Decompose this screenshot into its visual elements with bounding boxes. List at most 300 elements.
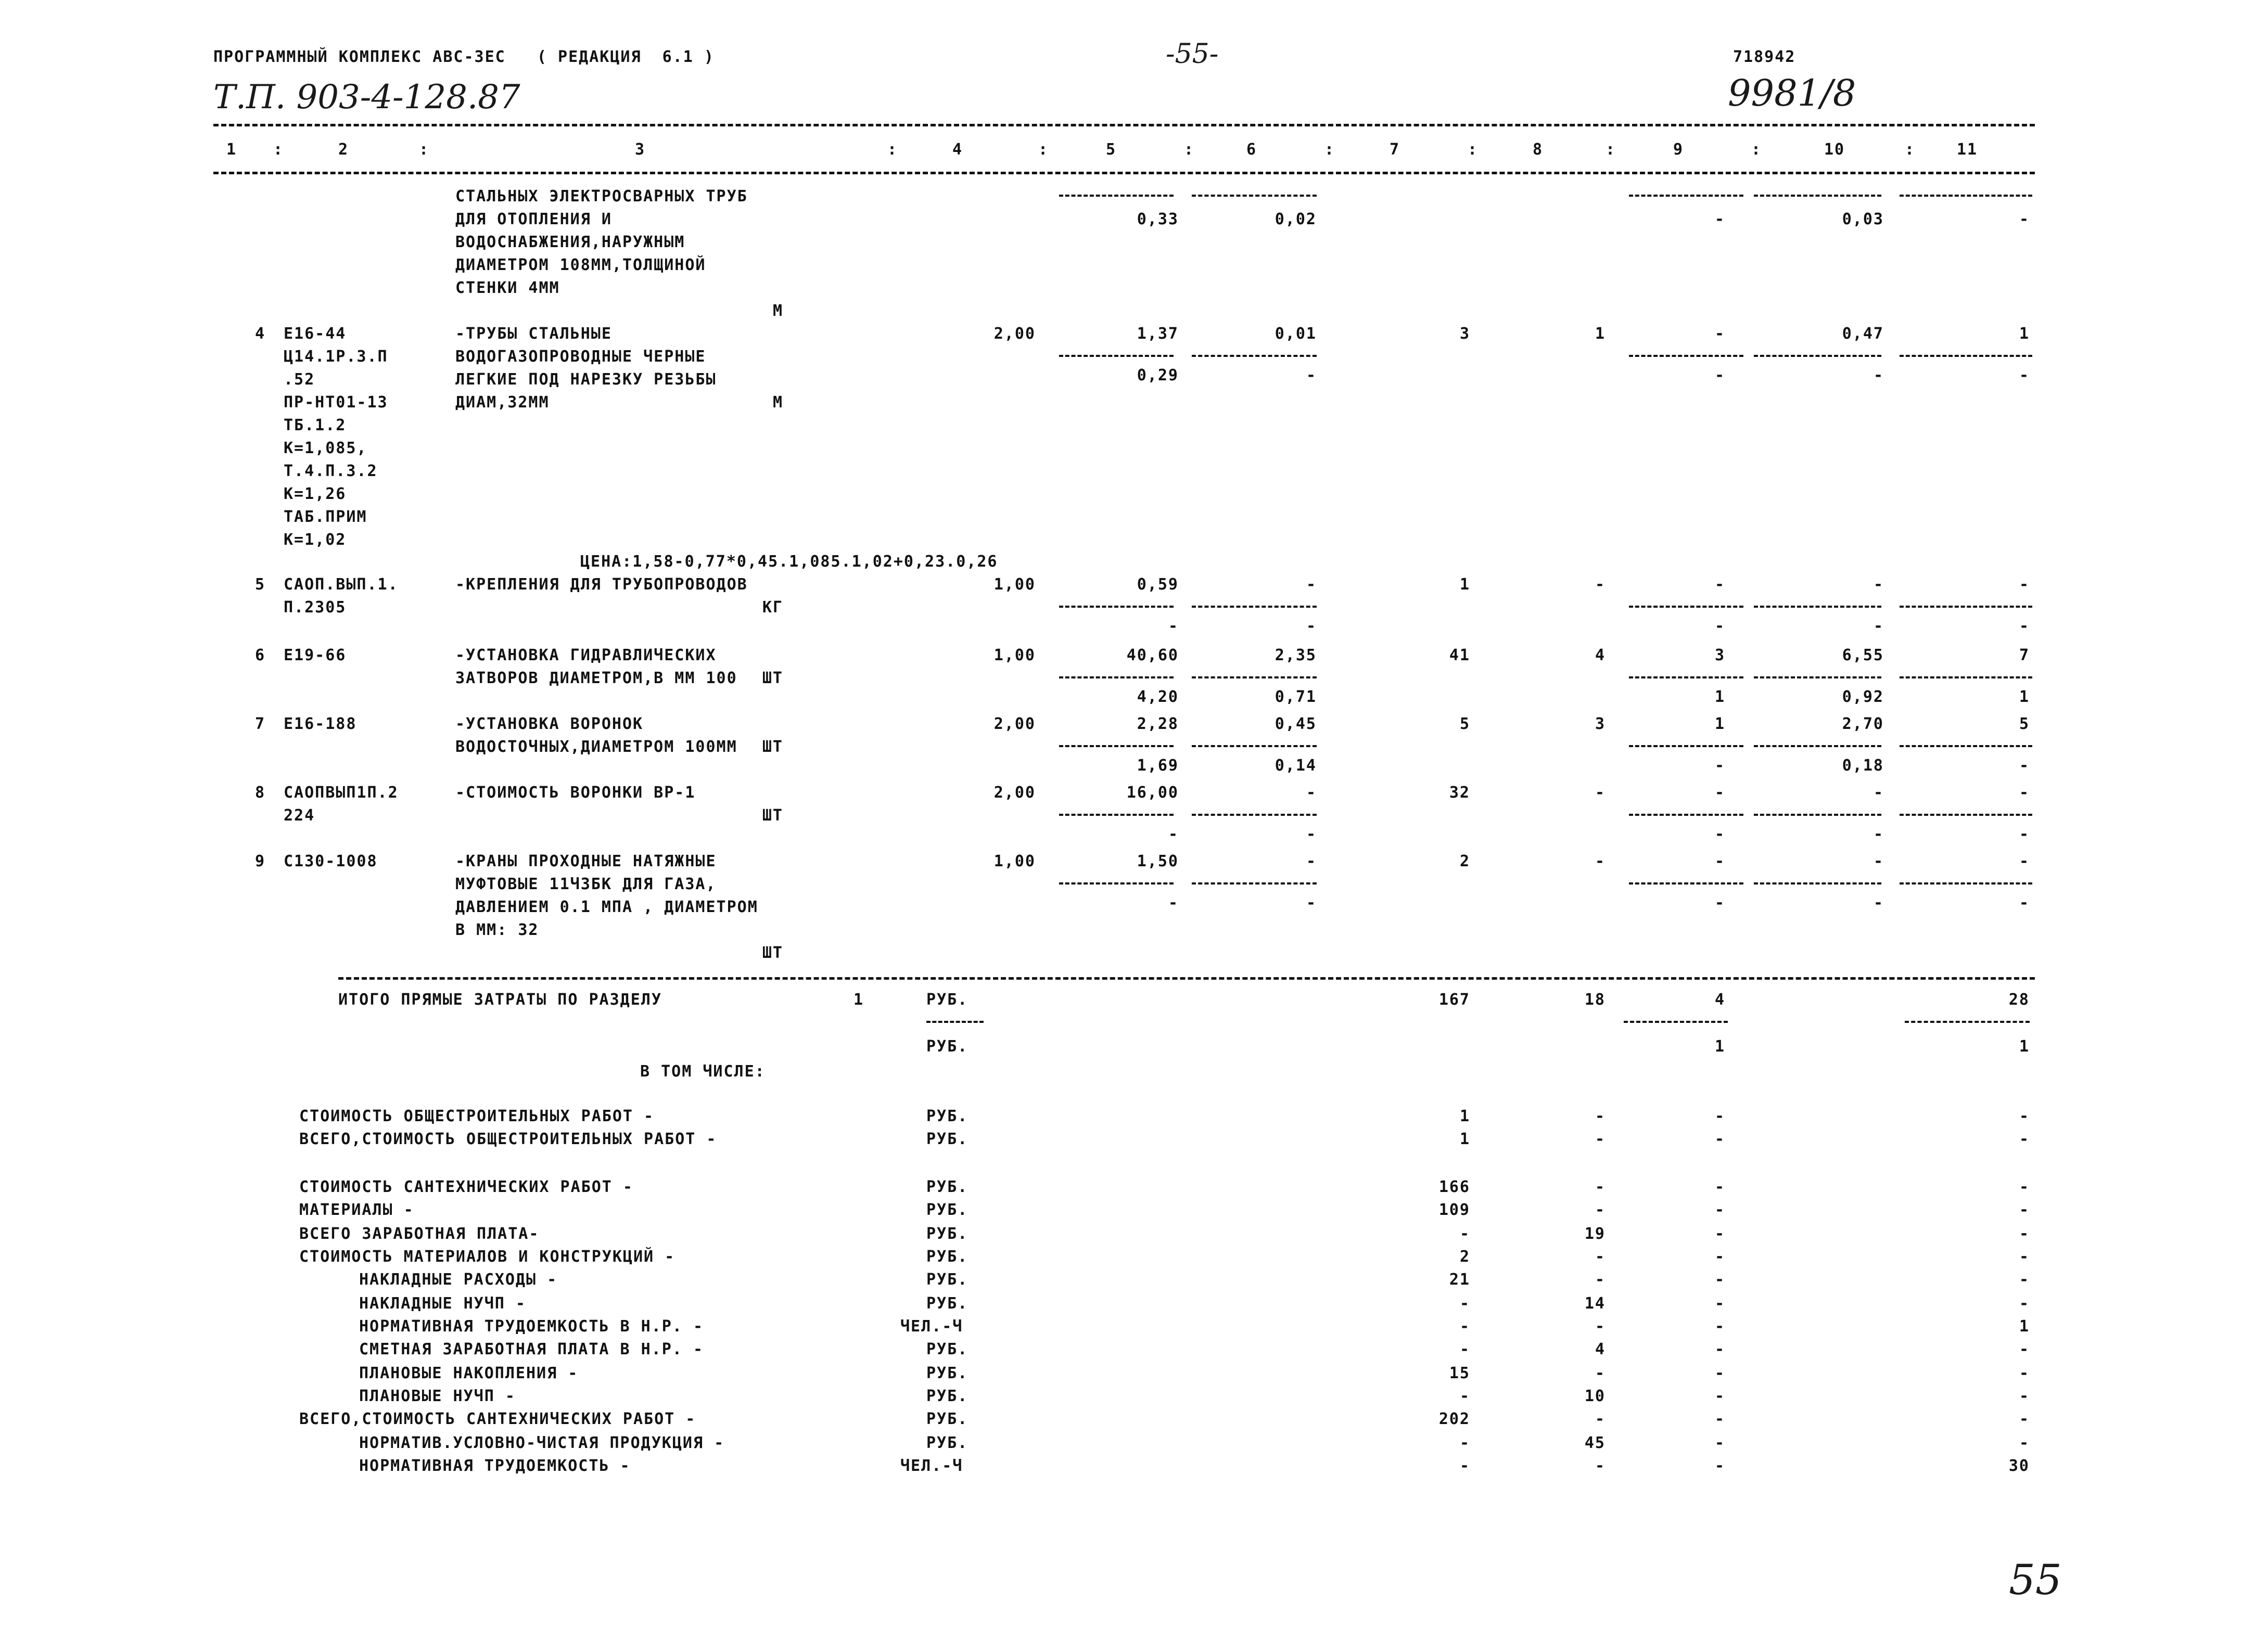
- summary-cell: -: [1714, 1178, 1725, 1196]
- subtotal-dash: [1059, 814, 1174, 816]
- summary-cell: -: [1714, 1225, 1725, 1243]
- quantity: 2,00: [993, 325, 1036, 343]
- value-cell: 0,18: [1842, 757, 1884, 775]
- column-number: 11: [1956, 140, 1978, 159]
- value-cell: -: [1714, 210, 1725, 228]
- total-cell: 28: [2008, 991, 2030, 1009]
- unit: ЧЕЛ.-Ч: [900, 1317, 963, 1336]
- value-cell: 0,02: [1275, 210, 1317, 228]
- subtotal-dash: [1900, 882, 2032, 884]
- value-cell: 1: [1459, 575, 1470, 594]
- norm-code: ПР-НТ01-13: [284, 393, 388, 412]
- summary-cell: -: [1595, 1317, 1606, 1336]
- value-cell: -: [1306, 784, 1317, 802]
- summary-label: ВСЕГО ЗАРАБОТНАЯ ПЛАТА-: [299, 1225, 540, 1243]
- summary-cell: -: [1714, 1387, 1725, 1405]
- work-description: -УСТАНОВКА ГИДРАВЛИЧЕСКИХ: [455, 646, 717, 664]
- norm-code: .52: [284, 370, 315, 389]
- value-cell: 2,28: [1137, 715, 1179, 733]
- summary-cell: -: [2019, 1201, 2030, 1219]
- value-cell: 1: [1595, 325, 1606, 343]
- summary-cell: -: [1595, 1457, 1606, 1475]
- summary-cell: -: [1714, 1410, 1725, 1428]
- work-description: В ММ: 32: [455, 921, 539, 939]
- work-description: МУФТОВЫЕ 11Ч3БК ДЛЯ ГАЗА,: [455, 875, 717, 893]
- value-cell: -: [1595, 852, 1606, 870]
- summary-cell: -: [1459, 1317, 1470, 1336]
- summary-cell: -: [2019, 1130, 2030, 1148]
- value-cell: -: [2019, 784, 2030, 802]
- unit: ШТ: [762, 669, 783, 687]
- summary-label: ПЛАНОВЫЕ НУЧП -: [359, 1387, 516, 1405]
- value-cell: 5: [1459, 715, 1470, 733]
- unit: КГ: [762, 598, 783, 617]
- subtotal-dash: [1629, 745, 1743, 747]
- unit: РУБ.: [926, 1178, 969, 1196]
- column-number: 6: [1246, 140, 1257, 159]
- subtotal-dash: [1754, 606, 1881, 608]
- subtotal-dash: [1629, 355, 1743, 357]
- value-cell: -: [1306, 852, 1317, 870]
- subtotal-dash: [1754, 814, 1881, 816]
- page-mark: -55-: [1166, 39, 1219, 70]
- column-number: 1: [226, 140, 237, 159]
- item-number: 8: [255, 784, 266, 802]
- summary-cell: -: [2019, 1225, 2030, 1243]
- summary-cell: 2: [1459, 1248, 1470, 1266]
- subtotal-dash: [1192, 355, 1317, 357]
- subtotal-dash: [1900, 676, 2032, 678]
- value-cell: -: [1714, 757, 1725, 775]
- value-cell: -: [1873, 825, 1884, 843]
- subtotal-dash: [1192, 606, 1317, 608]
- value-cell: 32: [1449, 784, 1470, 802]
- total-cell: 1: [1714, 1037, 1725, 1056]
- summary-cell: 15: [1449, 1364, 1470, 1382]
- summary-cell: -: [1595, 1248, 1606, 1266]
- summary-label: НАКЛАДНЫЕ РАСХОДЫ -: [359, 1271, 558, 1289]
- value-cell: -: [1714, 575, 1725, 594]
- value-cell: 0,14: [1275, 757, 1317, 775]
- total-cell: 18: [1584, 991, 1606, 1009]
- value-cell: -: [2019, 894, 2030, 912]
- total-dash: [1624, 1021, 1728, 1023]
- program-header: ПРОГРАММНЫЙ КОМПЛЕКС АВС-ЗЕС ( РЕДАКЦИЯ 6.1 ): [213, 48, 715, 66]
- norm-code: Т.4.П.3.2: [284, 462, 378, 480]
- column-separator: :: [273, 140, 284, 159]
- value-cell: 0,33: [1137, 210, 1179, 228]
- unit: М: [772, 302, 783, 320]
- norm-code: Е16-188: [284, 715, 357, 733]
- work-description: ДИАМЕТРОМ 108ММ,ТОЛЩИНОЙ: [455, 256, 706, 274]
- value-cell: -: [1306, 617, 1317, 635]
- value-cell: 3: [1595, 715, 1606, 733]
- unit-dash: [926, 1021, 984, 1023]
- norm-code: К=1,26: [284, 485, 347, 503]
- summary-cell: 166: [1438, 1178, 1470, 1196]
- item-number: 4: [255, 325, 266, 343]
- norm-code: Е19-66: [284, 646, 347, 664]
- value-cell: 1: [1714, 715, 1725, 733]
- header-rule-bottom: [213, 172, 2035, 174]
- page-number: 55: [2009, 1556, 2062, 1604]
- value-cell: -: [2019, 210, 2030, 228]
- value-cell: -: [1168, 825, 1179, 843]
- value-cell: 2,70: [1842, 715, 1884, 733]
- unit: РУБ.: [926, 1248, 969, 1266]
- column-number: 3: [634, 140, 646, 159]
- value-cell: -: [2019, 575, 2030, 594]
- quantity: 2,00: [993, 715, 1036, 733]
- column-number: 7: [1389, 140, 1400, 159]
- summary-label: НАКЛАДНЫЕ НУЧП -: [359, 1294, 526, 1313]
- subtotal-dash: [1192, 195, 1317, 197]
- total-dash: [1905, 1021, 2030, 1023]
- value-cell: -: [1873, 784, 1884, 802]
- value-cell: 1: [2019, 325, 2030, 343]
- unit: РУБ.: [926, 1410, 969, 1428]
- value-cell: 0,92: [1842, 688, 1884, 706]
- unit: РУБ.: [926, 1130, 969, 1148]
- value-cell: -: [1168, 894, 1179, 912]
- summary-label: СМЕТНАЯ ЗАРАБОТНАЯ ПЛАТА В Н.Р. -: [359, 1340, 704, 1358]
- subtotal-dash: [1900, 606, 2032, 608]
- summary-cell: -: [1714, 1340, 1725, 1358]
- unit: ЧЕЛ.-Ч: [900, 1457, 963, 1475]
- value-cell: 0,01: [1275, 325, 1317, 343]
- value-cell: 16,00: [1126, 784, 1179, 802]
- summary-cell: 1: [2019, 1317, 2030, 1336]
- subtotal-dash: [1754, 882, 1881, 884]
- subtotal-dash: [1059, 676, 1174, 678]
- summary-cell: 45: [1584, 1434, 1606, 1452]
- subtotal-dash: [1059, 195, 1174, 197]
- value-cell: -: [1595, 575, 1606, 594]
- value-cell: 2,35: [1275, 646, 1317, 664]
- work-description: ВОДОСТОЧНЫХ,ДИАМЕТРОМ 100ММ: [455, 738, 737, 756]
- value-cell: -: [1306, 825, 1317, 843]
- value-cell: 4,20: [1137, 688, 1179, 706]
- subtotal-dash: [1059, 745, 1174, 747]
- unit: РУБ.: [926, 1271, 969, 1289]
- subtotal-dash: [1192, 676, 1317, 678]
- summary-cell: -: [2019, 1364, 2030, 1382]
- item-number: 7: [255, 715, 266, 733]
- value-cell: -: [1306, 575, 1317, 594]
- norm-code: САОПВЫП1П.2: [284, 784, 399, 802]
- summary-cell: -: [1714, 1317, 1725, 1336]
- summary-cell: -: [1459, 1434, 1470, 1452]
- subtotal-dash: [1900, 355, 2032, 357]
- work-description: -СТОИМОСТЬ ВОРОНКИ ВР-1: [455, 784, 696, 802]
- summary-label: НОРМАТИВ.УСЛОВНО-ЧИСТАЯ ПРОДУКЦИЯ -: [359, 1434, 725, 1452]
- norm-code: Ц14.1Р.3.П: [284, 348, 388, 366]
- value-cell: 1: [1714, 688, 1725, 706]
- column-separator: :: [1905, 140, 1916, 159]
- quantity: 1,00: [993, 575, 1036, 594]
- subtotal-dash: [1754, 195, 1881, 197]
- value-cell: -: [1714, 894, 1725, 912]
- summary-cell: 21: [1449, 1271, 1470, 1289]
- summary-cell: -: [1714, 1130, 1725, 1148]
- unit: РУБ.: [926, 1037, 969, 1056]
- totals-rule: [338, 977, 2035, 980]
- summary-cell: -: [1714, 1457, 1725, 1475]
- norm-code: 224: [284, 806, 315, 825]
- subtotal-dash: [1192, 745, 1317, 747]
- subtotal-dash: [1629, 606, 1743, 608]
- summary-cell: -: [1595, 1201, 1606, 1219]
- value-cell: -: [1714, 325, 1725, 343]
- column-number: 9: [1673, 140, 1684, 159]
- summary-cell: -: [1595, 1410, 1606, 1428]
- subtotal-dash: [1629, 882, 1743, 884]
- value-cell: 7: [2019, 646, 2030, 664]
- value-cell: -: [1595, 784, 1606, 802]
- work-description: ВОДОСНАБЖЕНИЯ,НАРУЖНЫМ: [455, 233, 685, 251]
- header-rule-top: [213, 124, 2035, 126]
- value-cell: 4: [1595, 646, 1606, 664]
- quantity: 2,00: [993, 784, 1036, 802]
- subtotal-dash: [1754, 676, 1881, 678]
- subtotal-dash: [1900, 195, 2032, 197]
- work-description: ДАВЛЕНИЕМ 0.1 МПА , ДИАМЕТРОМ: [455, 898, 758, 916]
- unit: РУБ.: [926, 1340, 969, 1358]
- summary-cell: -: [1459, 1340, 1470, 1358]
- summary-cell: -: [2019, 1294, 2030, 1313]
- summary-cell: 1: [1459, 1130, 1470, 1148]
- total-cell: 167: [1438, 991, 1470, 1009]
- summary-label: НОРМАТИВНАЯ ТРУДОЕМКОСТЬ -: [359, 1457, 631, 1475]
- norm-code: К=1,02: [284, 531, 347, 549]
- item-number: 9: [255, 852, 266, 870]
- summary-cell: -: [2019, 1271, 2030, 1289]
- summary-cell: -: [1595, 1130, 1606, 1148]
- summary-label: ВСЕГО,СТОИМОСТЬ ОБЩЕСТРОИТЕЛЬНЫХ РАБОТ -: [299, 1130, 717, 1148]
- column-number: 8: [1532, 140, 1544, 159]
- summary-label: СТОИМОСТЬ ОБЩЕСТРОИТЕЛЬНЫХ РАБОТ -: [299, 1107, 655, 1125]
- column-separator: :: [1606, 140, 1616, 159]
- value-cell: -: [1873, 575, 1884, 594]
- summary-label: ПЛАНОВЫЕ НАКОПЛЕНИЯ -: [359, 1364, 579, 1382]
- summary-cell: -: [1714, 1248, 1725, 1266]
- value-cell: -: [1873, 366, 1884, 384]
- quantity: 1,00: [993, 852, 1036, 870]
- norm-code: Е16-44: [284, 325, 347, 343]
- unit: ШТ: [762, 944, 783, 962]
- value-cell: 0,47: [1842, 325, 1884, 343]
- value-cell: 40,60: [1126, 646, 1179, 664]
- work-description: -УСТАНОВКА ВОРОНОК: [455, 715, 644, 733]
- summary-cell: 109: [1438, 1201, 1470, 1219]
- norm-code: К=1,085,: [284, 439, 367, 457]
- value-cell: 5: [2019, 715, 2030, 733]
- quantity: 1,00: [993, 646, 1036, 664]
- subtotal-dash: [1629, 814, 1743, 816]
- summary-label: СТОИМОСТЬ МАТЕРИАЛОВ И КОНСТРУКЦИЙ -: [299, 1248, 676, 1266]
- column-number: 2: [338, 140, 349, 159]
- value-cell: 2: [1459, 852, 1470, 870]
- subtotal-dash: [1059, 606, 1174, 608]
- summary-cell: 19: [1584, 1225, 1606, 1243]
- column-separator: :: [1324, 140, 1335, 159]
- unit: М: [772, 393, 783, 412]
- value-cell: -: [1168, 617, 1179, 635]
- unit: РУБ.: [926, 1225, 969, 1243]
- summary-cell: -: [1459, 1387, 1470, 1405]
- subtotal-dash: [1754, 745, 1881, 747]
- unit: РУБ.: [926, 1364, 969, 1382]
- summary-cell: 202: [1438, 1410, 1470, 1428]
- work-description: ЛЕГКИЕ ПОД НАРЕЗКУ РЕЗЬБЫ: [455, 370, 717, 389]
- summary-label: СТОИМОСТЬ САНТЕХНИЧЕСКИХ РАБОТ -: [299, 1178, 633, 1196]
- value-cell: 0,03: [1842, 210, 1884, 228]
- value-cell: -: [1873, 852, 1884, 870]
- summary-cell: -: [2019, 1248, 2030, 1266]
- unit: ШТ: [762, 738, 783, 756]
- summary-cell: -: [1595, 1107, 1606, 1125]
- summary-cell: -: [1595, 1178, 1606, 1196]
- value-cell: 1,37: [1137, 325, 1179, 343]
- value-cell: 0,71: [1275, 688, 1317, 706]
- summary-cell: -: [1459, 1294, 1470, 1313]
- unit: РУБ.: [926, 1107, 969, 1125]
- value-cell: -: [1714, 784, 1725, 802]
- summary-cell: 10: [1584, 1387, 1606, 1405]
- column-separator: :: [1038, 140, 1049, 159]
- total-cell: 1: [2019, 1037, 2030, 1056]
- value-cell: 1,50: [1137, 852, 1179, 870]
- summary-cell: 30: [2008, 1457, 2030, 1475]
- unit: ШТ: [762, 806, 783, 825]
- summary-cell: -: [1595, 1364, 1606, 1382]
- summary-cell: -: [2019, 1178, 2030, 1196]
- summary-label: МАТЕРИАЛЫ -: [299, 1201, 414, 1219]
- value-cell: -: [1306, 894, 1317, 912]
- column-separator: :: [1751, 140, 1762, 159]
- summary-cell: -: [1459, 1225, 1470, 1243]
- summary-cell: 1: [1459, 1107, 1470, 1125]
- value-cell: 0,29: [1137, 366, 1179, 384]
- norm-code: САОП.ВЫП.1.: [284, 575, 399, 594]
- subtotal-dash: [1192, 814, 1317, 816]
- work-description: ЗАТВОРОВ ДИАМЕТРОМ,В ММ 100: [455, 669, 737, 687]
- item-number: 5: [255, 575, 266, 594]
- norm-code: ТАБ.ПРИМ: [284, 508, 367, 526]
- value-cell: 41: [1449, 646, 1470, 664]
- typical-project-number: Т.П. 903-4-128.87: [213, 78, 520, 117]
- summary-cell: -: [1714, 1107, 1725, 1125]
- including-heading: В ТОМ ЧИСЛЕ:: [640, 1062, 766, 1081]
- summary-cell: -: [1714, 1434, 1725, 1452]
- norm-code: ТБ.1.2: [284, 416, 347, 434]
- norm-code: П.2305: [284, 598, 347, 617]
- value-cell: 0,45: [1275, 715, 1317, 733]
- work-description: СТАЛЬНЫХ ЭЛЕКТРОСВАРНЫХ ТРУБ: [455, 187, 748, 206]
- value-cell: 6,55: [1842, 646, 1884, 664]
- subtotal-dash: [1629, 676, 1743, 678]
- work-description: ВОДОГАЗОПРОВОДНЫЕ ЧЕРНЫЕ: [455, 348, 706, 366]
- work-description: -КРЕПЛЕНИЯ ДЛЯ ТРУБОПРОВОДОВ: [455, 575, 748, 594]
- summary-cell: -: [1714, 1364, 1725, 1382]
- value-cell: 1: [2019, 688, 2030, 706]
- summary-label: НОРМАТИВНАЯ ТРУДОЕМКОСТЬ В Н.Р. -: [359, 1317, 704, 1336]
- column-separator: :: [419, 140, 430, 159]
- summary-cell: -: [1714, 1201, 1725, 1219]
- summary-cell: -: [2019, 1434, 2030, 1452]
- work-description: -ТРУБЫ СТАЛЬНЫЕ: [455, 325, 612, 343]
- summary-cell: -: [2019, 1340, 2030, 1358]
- value-cell: -: [1714, 366, 1725, 384]
- summary-cell: -: [2019, 1107, 2030, 1125]
- unit: РУБ.: [926, 991, 969, 1009]
- unit: РУБ.: [926, 1387, 969, 1405]
- subtotal-dash: [1629, 195, 1743, 197]
- column-number: 5: [1105, 140, 1117, 159]
- subtotal-dash: [1192, 882, 1317, 884]
- value-cell: 0,59: [1137, 575, 1179, 594]
- summary-label: ВСЕГО,СТОИМОСТЬ САНТЕХНИЧЕСКИХ РАБОТ -: [299, 1410, 696, 1428]
- item-number: 6: [255, 646, 266, 664]
- value-cell: 3: [1714, 646, 1725, 664]
- summary-cell: -: [1595, 1271, 1606, 1289]
- subtotal-dash: [1754, 355, 1881, 357]
- summary-cell: 14: [1584, 1294, 1606, 1313]
- document-code: 718942: [1733, 48, 1796, 66]
- work-description: -КРАНЫ ПРОХОДНЫЕ НАТЯЖНЫЕ: [455, 852, 717, 870]
- column-number: 4: [952, 140, 963, 159]
- unit: РУБ.: [926, 1294, 969, 1313]
- value-cell: -: [2019, 757, 2030, 775]
- work-description: ДИАМ,32ММ: [455, 393, 550, 412]
- value-cell: 1,69: [1137, 757, 1179, 775]
- subtotal-dash: [1059, 355, 1174, 357]
- value-cell: -: [1873, 894, 1884, 912]
- summary-cell: -: [1459, 1457, 1470, 1475]
- summary-cell: -: [1714, 1294, 1725, 1313]
- subtotal-dash: [1900, 814, 2032, 816]
- subtotal-dash: [1059, 882, 1174, 884]
- unit: РУБ.: [926, 1434, 969, 1452]
- summary-cell: -: [1714, 1271, 1725, 1289]
- value-cell: -: [1714, 825, 1725, 843]
- summary-cell: 4: [1595, 1340, 1606, 1358]
- inventory-number: 9981/8: [1728, 72, 1856, 114]
- value-cell: 3: [1459, 325, 1470, 343]
- value-cell: -: [1873, 617, 1884, 635]
- value-cell: -: [2019, 852, 2030, 870]
- norm-code: С130-1008: [284, 852, 378, 870]
- value-cell: -: [1714, 617, 1725, 635]
- column-number: 10: [1824, 140, 1845, 159]
- totals-label: ИТОГО ПРЯМЫЕ ЗАТРАТЫ ПО РАЗДЕЛУ: [338, 991, 662, 1009]
- summary-cell: -: [2019, 1387, 2030, 1405]
- value-cell: -: [1306, 366, 1317, 384]
- work-description: СТЕНКИ 4ММ: [455, 279, 560, 297]
- column-separator: :: [1184, 140, 1195, 159]
- value-cell: -: [2019, 366, 2030, 384]
- column-separator: :: [887, 140, 898, 159]
- work-description: ДЛЯ ОТОПЛЕНИЯ И: [455, 210, 612, 228]
- unit: РУБ.: [926, 1201, 969, 1219]
- section-number: 1: [853, 991, 864, 1009]
- subtotal-dash: [1900, 745, 2032, 747]
- value-cell: -: [1714, 852, 1725, 870]
- value-cell: -: [2019, 825, 2030, 843]
- summary-cell: -: [2019, 1410, 2030, 1428]
- column-separator: :: [1468, 140, 1479, 159]
- total-cell: 4: [1714, 991, 1725, 1009]
